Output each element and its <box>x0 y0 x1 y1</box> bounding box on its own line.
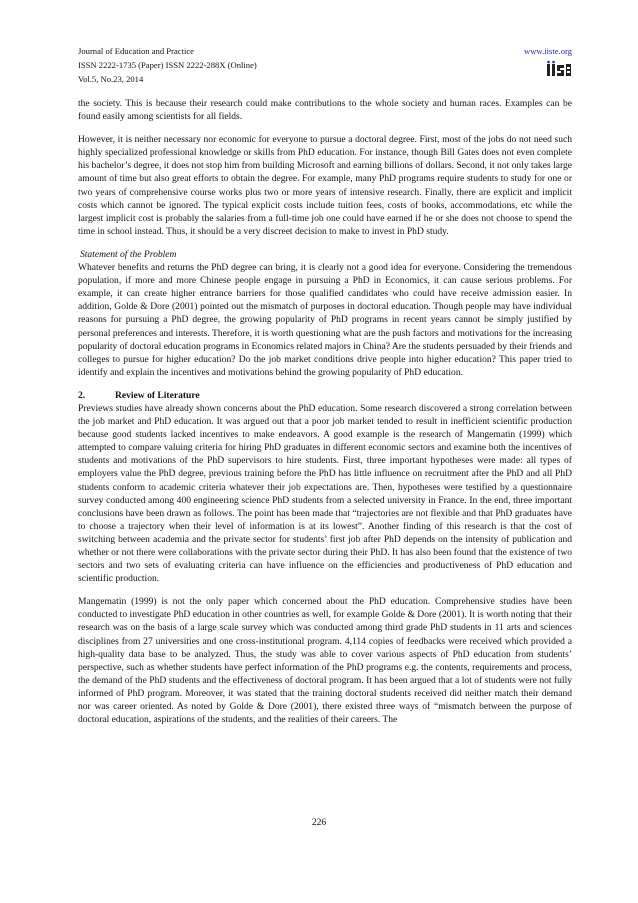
iiste-logo-icon <box>546 60 572 78</box>
paragraph-4: Previews studies have already shown concerns about the PhD education. Some research discovered a strong correlation between the job market and PhD education. It was argued out that a poor job market tended to result in inefficient scientific production because good students lacked incentives to make endeavors. A good example is the research of Mangematin (1999) which attempted to compare valuing criteria for hiring PhD graduates in different economic sectors and examine both the incentives of students and motivations of the PhD supervisors to hire students. First, three important hypotheses were made: all types of employers value the PhD degree, previous training before the PhD has little influence on recruitment after the PhD and all PhD students conform to academic criteria whatever their job expectations are. Then, hypotheses were testified by a questionnaire survey conducted among 400 engineering science PhD students from a selected university in France. In the end, three important conclusions have been drawn as follows. The point has been made that “trajectories are not flexible and that PhD graduates have to choose a trajectory when their level of information is at its lowest”. Another finding of this research is that the cost of switching between academia and the private sector for students’ first job after PhD depends on the intensity of publication and whether or not there were collaborations with the private sector during their PhD. It has also been found that the existence of two sectors and two sets of evaluating criteria can have influence on the efficiencies and productiveness of PhD education and scientific production. <box>78 402 572 585</box>
issn-line: ISSN 2222-1735 (Paper) ISSN 2222-288X (Online) <box>78 60 257 71</box>
paragraph-2: However, it is neither necessary nor economic for everyone to pursue a doctoral degree. First, most of the jobs do not need such highly specialized professional knowledge or skills from PhD education. For instance, though Bill Gates does not even complete his bachelor’s degree, it does not stop him from building Microsoft and earning billions of dollars. Second, it not only takes large amount of time but also great efforts to obtain the degree. For example, many PhD programs require students to study for one or two years of comprehensive course works plus two or more years of intensive research. Finally, there are explicit and implicit costs which cannot be ignored. The typical explicit costs include tuition fees, costs of books, accommodations, etc while the largest implicit cost is probably the salaries from a full-time job one could have earned if he or she does not choose to spend the time in school instead. Thus, it should be a very discreet decision to make to invest in PhD study. <box>78 134 572 237</box>
header-right <box>524 44 572 78</box>
subheading-statement-of-problem: Statement of the Problem <box>80 248 177 260</box>
paragraph-1: the society. This is because their research could make contributions to the whole society and human races. Examples can be found easily among scientists for all fields. <box>78 98 572 123</box>
section-number: 2. <box>78 389 86 401</box>
journal-name: Journal of Education and Practice <box>78 46 194 56</box>
paragraph-3: Whatever benefits and returns the PhD degree can bring, it is clearly not a good idea for everyone. Considering the tremendous population, if more and more Chinese people engage in pursuing a PhD in Economics, it can cause serious problems. For example, it can create higher entrance barriers for those qualified candidates who could have receive admission easier. In addition, Golde & Dore (2001) pointed out the mismatch of purposes in doctoral education. Though people may have individual reasons for pursuing a PhD degree, the growing popularity of PhD programs in recent years cannot be simply justified by personal preferences and interests. Therefore, it is worth questioning what are the push factors and motivations for the increasing popularity of doctoral education programs in Economics related majors in China? Are the students persuaded by their friends and colleges to pursue for higher education? Do the job market conditions drive people into higher education? This paper tried to identify and explain the incentives and motivations behind the growing popularity of PhD education. <box>78 262 572 378</box>
section-title: Review of Literature <box>115 389 200 401</box>
page-number: 226 <box>311 817 327 828</box>
page-body <box>78 97 572 726</box>
volume-line: Vol.5, No.23, 2014 <box>78 74 144 85</box>
section-heading <box>78 389 572 402</box>
page-header <box>78 44 572 102</box>
journal-url-link[interactable]: www.iiste.org <box>524 46 572 56</box>
paragraph-5: Mangematin (1999) is not the only paper which concerned about the PhD education. Comprehensive studies have been conducted to investigate PhD education in other countries as well, for example Golde & Dore (2001). It is worth noting that their research was on the basis of a large scale survey which was conducted among third grade PhD students in 11 arts and sciences disciplines from 27 universities and one cross-institutional program. 4,114 copies of feedbacks were received which provided a high-quality data base to be analyzed. Thus, the study was able to cover various aspects of PhD education from students’ perspective, such as whether students have perfect information of the PhD programs e.g. the contents, requirements and process, the demand of the PhD students and the effectiveness of doctoral program. It has been argued that a lot of students were not fully informed of PhD program. Moreover, it was stated that the training doctoral students received did neither match their demand nor was career oriented. As noted by Golde & Dore (2001), there existed three ways of “mismatch between the purpose of doctoral education, aspirations of the students, and the realities of their careers. The <box>78 596 572 726</box>
